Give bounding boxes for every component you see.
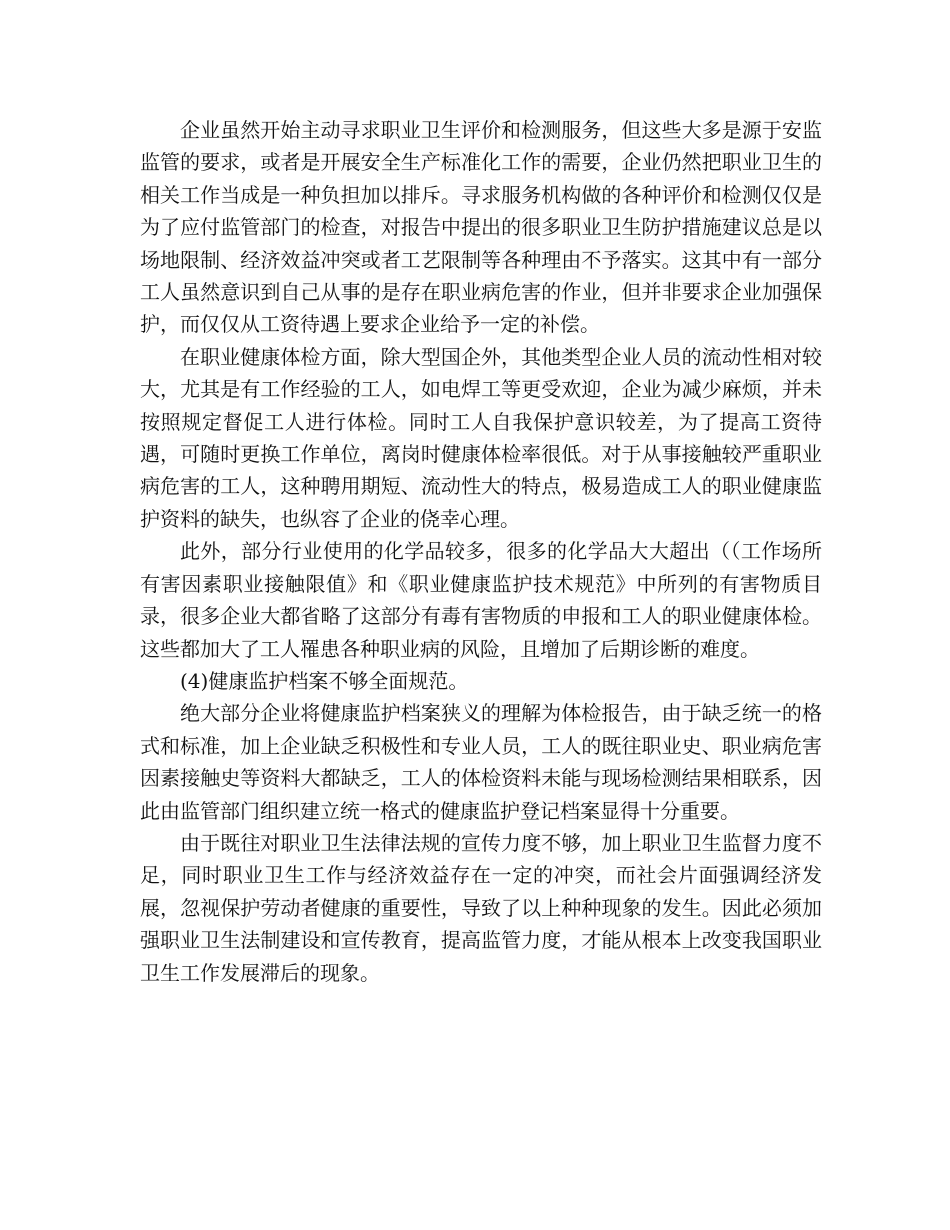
paragraph-enterprise-evaluation: 企业虽然开始主动寻求职业卫生评价和检测服务，但这些大多是源于安监监管的要求，或者是开展安全生产标准化工作的需要，企业仍然把职业卫生的相关工作当成是一种负担加以排斥。寻求服务机构做的各种评价和检测仅仅是为了应付监管部门的检查，对报告中提出的很多职业卫生防护措施建议总是以场地限制、经济效益冲突或者工艺限制等各种理由不予落实。这其中有一部分工人虽然意识到自己从事的是存在职业病危害的作业，但并非要求企业加强保护，而仅仅从工资待遇上要求企业给予一定的补偿。	[140, 118, 822, 337]
paragraph-conclusion: 由于既往对职业卫生法律法规的宣传力度不够，加上职业卫生监督力度不足，同时职业卫生工作与经济效益存在一定的冲突，而社会片面强调经济发展，忽视保护劳动者健康的重要性，导致了以上种种现象的发生。因此必须加强职业卫生法制建设和宣传教育，提高监管力度，才能从根本上改变我国职业卫生工作发展滞后的现象。	[140, 830, 822, 985]
paragraph-health-examination: 在职业健康体检方面，除大型国企外，其他类型企业人员的流动性相对较大，尤其是有工作经验的工人，如电焊工等更受欢迎，企业为减少麻烦，并未按照规定督促工人进行体检。同时工人自我保护意识较差，为了提高工资待遇，可随时更换工作单位，离岗时健康体检率很低。对于从事接触较严重职业病危害的工人，这种聘用期短、流动性大的特点，极易造成工人的职业健康监护资料的缺失，也纵容了企业的侥幸心理。	[140, 344, 822, 531]
paragraph-health-records: 绝大部分企业将健康监护档案狭义的理解为体检报告，由于缺乏统一的格式和标准，加上企业缺乏积极性和专业人员，工人的既往职业史、职业病危害因素接触史等资料大都缺乏，工人的体检资料未能与现场检测结果相联系，因此由监管部门组织建立统一格式的健康监护登记档案显得十分重要。	[140, 701, 822, 823]
paragraph-chemicals: 此外，部分行业使用的化学品较多，很多的化学品大大超出（（工作场所有害因素职业接触限值》和《职业健康监护技术规范》中所列的有害物质目录，很多企业大都省略了这部分有毒有害物质的申报和工人的职业健康体检。这些都加大了工人罹患各种职业病的风险，且增加了后期诊断的难度。	[140, 539, 822, 661]
document-body	[140, 114, 822, 989]
section-heading-health-records: (4)健康监护档案不够全面规范。	[180, 668, 469, 693]
